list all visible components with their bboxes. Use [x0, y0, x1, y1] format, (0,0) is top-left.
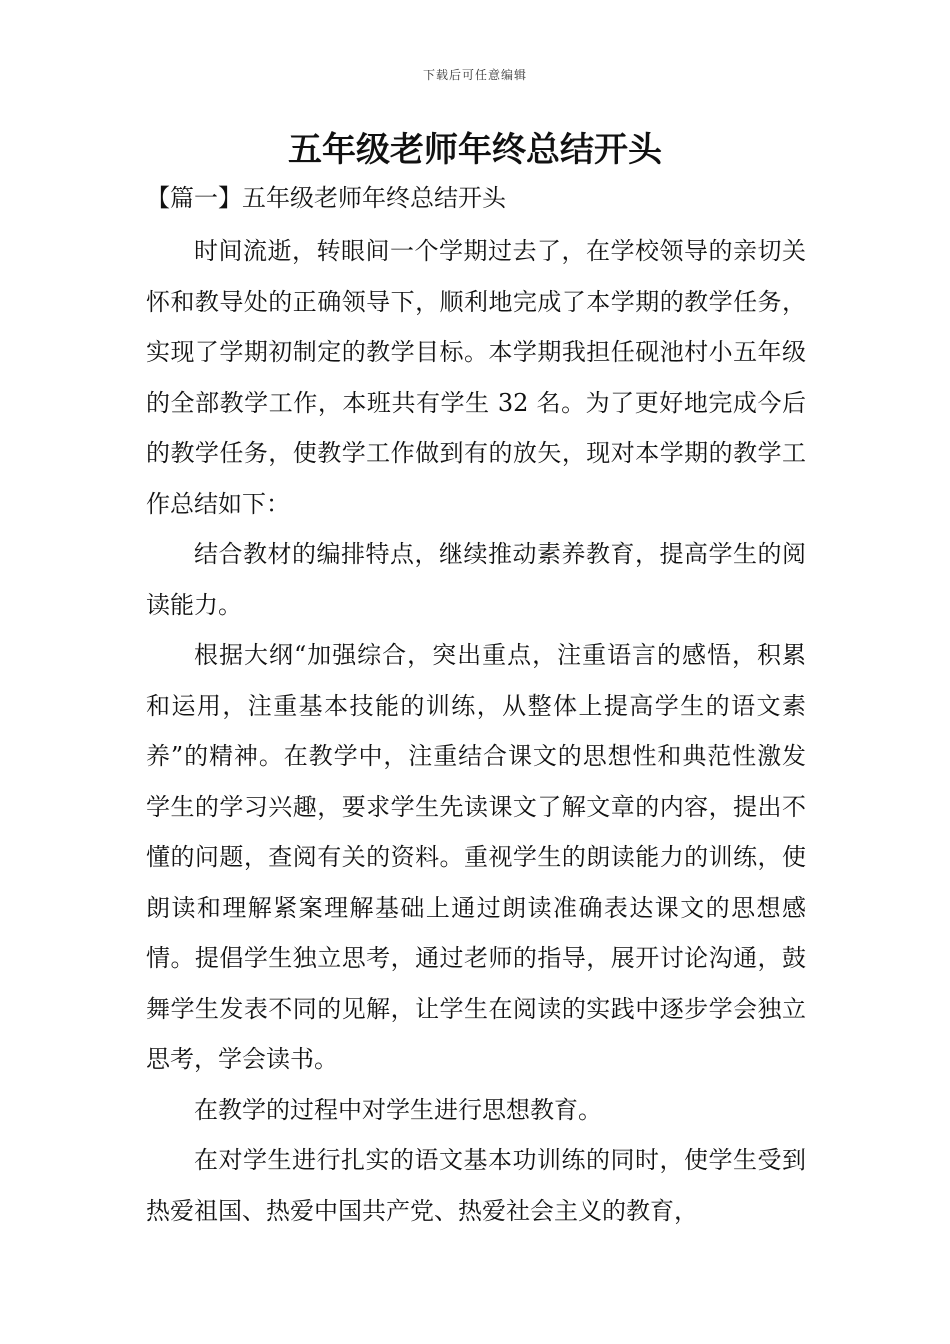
paragraph-syllabus: 根据大纲“加强综合，突出重点，注重语言的感悟，积累和运用，注重基本技能的训练，从整体上提高学生的语文素养”的精神。在教学中，注重结合课文的思想性和典范性激发学生的学习兴趣，要求学生先读课文了解文章的内容，提出不懂的问题，查阅有关的资料。重视学生的朗读能力的训练，使朗读和理解紧案理解基础上通过朗读准确表达课文的思想感情。提倡学生独立思考，通过老师的指导，展开讨论沟通，鼓舞学生发表不同的见解，让学生在阅读的实践中逐步学会独立思考，学会读书。 — [146, 641, 806, 1073]
header-note: 下载后可任意编辑 — [422, 68, 527, 82]
paragraph-reading-ability: 结合教材的编排特点，继续推动素养教育，提高学生的阅读能力。 — [146, 540, 806, 619]
section-heading: 【篇一】五年级老师年终总结开头 — [146, 184, 506, 212]
paragraph-ideological-education: 在教学的过程中对学生进行思想教育。 — [194, 1095, 602, 1124]
body-text — [146, 226, 806, 1236]
paragraph-basic-training: 在对学生进行扎实的语文基本功训练的同时，使学生受到热爱祖国、热爱中国共产党、热爱社会主义的教育， — [146, 1146, 806, 1225]
document-title: 五年级老师年终总结开头 — [288, 130, 662, 170]
paragraph-intro: 时间流逝，转眼间一个学期过去了，在学校领导的亲切关怀和教导处的正确领导下，顺利地完成了本学期的教学任务，实现了学期初制定的教学目标。本学期我担任砚池村小五年级的全部教学工作，本班共有学生 32 名。为了更好地完成今后的教学任务，使教学工作做到有的放矢，现对本学期的教学工作总结如下： — [146, 237, 806, 518]
